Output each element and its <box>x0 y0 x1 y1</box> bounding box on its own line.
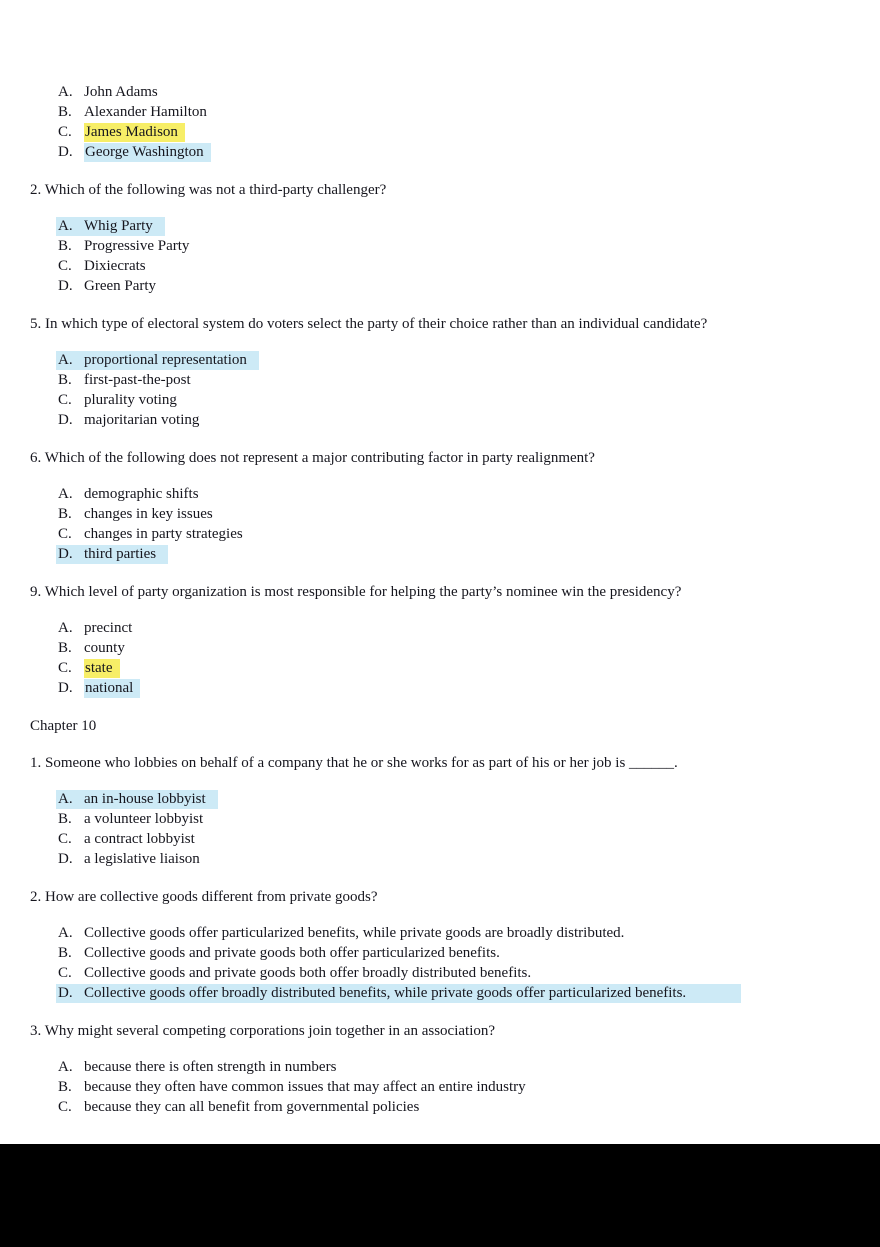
option-letter: A. <box>58 218 73 234</box>
quiz-content <box>30 82 860 1135</box>
option-text: plurality voting <box>84 392 177 408</box>
option-text: national <box>85 680 134 696</box>
answer-option <box>58 484 860 504</box>
options-list <box>30 1057 860 1117</box>
option-text: third parties <box>84 546 157 562</box>
option-letter: D. <box>58 412 73 428</box>
option-text: changes in key issues <box>84 506 213 522</box>
answer-option <box>58 122 860 142</box>
options-list <box>30 618 860 698</box>
option-text: because they can all benefit from governmental policies <box>84 1099 420 1115</box>
option-letter: D. <box>58 680 73 696</box>
option-letter: A. <box>58 925 73 941</box>
option-text: an in-house lobbyist <box>84 791 206 807</box>
answer-option <box>58 256 860 276</box>
answer-option <box>58 350 860 370</box>
option-text: because there is often strength in numbers <box>84 1059 337 1075</box>
option-text: Whig Party <box>84 218 153 234</box>
question-text: 3. Why might several competing corporations join together in an association? <box>30 1023 496 1039</box>
answer-option <box>58 410 860 430</box>
answer-option <box>58 658 860 678</box>
option-letter: C. <box>58 1099 72 1115</box>
option-letter: B. <box>58 1079 72 1095</box>
option-letter: C. <box>58 660 72 676</box>
chapter-heading: Chapter 10 <box>30 718 97 734</box>
option-letter: B. <box>58 945 72 961</box>
option-text: Collective goods and private goods both offer broadly distributed benefits. <box>84 965 532 981</box>
answer-option <box>58 82 860 102</box>
option-letter: B. <box>58 640 72 656</box>
answer-highlight-blue <box>84 143 211 162</box>
answer-option <box>58 504 860 524</box>
question-text: 9. Which level of party organization is most responsible for helping the party’s nominee win the presidency? <box>30 584 682 600</box>
option-text: Green Party <box>84 278 157 294</box>
option-text: county <box>84 640 125 656</box>
option-text: John Adams <box>84 84 158 100</box>
option-letter: D. <box>58 144 73 160</box>
answer-option <box>58 963 860 983</box>
option-text: state <box>85 660 113 676</box>
answer-highlight-blue <box>56 984 741 1003</box>
answer-highlight-blue <box>56 351 259 370</box>
answer-highlight-yellow <box>84 123 185 142</box>
option-letter: D. <box>58 278 73 294</box>
answer-highlight-blue <box>56 545 168 564</box>
question-text: 5. In which type of electoral system do voters select the party of their choice rather than an individual candidate? <box>30 316 708 332</box>
option-letter: C. <box>58 392 72 408</box>
option-letter: A. <box>58 620 73 636</box>
option-letter: A. <box>58 1059 73 1075</box>
option-text: majoritarian voting <box>84 412 200 428</box>
answer-highlight-yellow <box>84 659 120 678</box>
answer-option <box>58 524 860 544</box>
option-letter: A. <box>58 352 73 368</box>
answer-option <box>58 1057 860 1077</box>
options-list <box>30 923 860 1003</box>
option-text: a contract lobbyist <box>84 831 195 847</box>
answer-option <box>58 789 860 809</box>
answer-highlight-blue <box>56 217 165 236</box>
option-text: James Madison <box>85 124 178 140</box>
option-text: Collective goods offer broadly distributed benefits, while private goods offer particularized benefits. <box>84 985 687 1001</box>
question-text: 1. Someone who lobbies on behalf of a company that he or she works for as part of his or her job is ______. <box>30 755 678 771</box>
answer-option <box>58 1077 860 1097</box>
option-letter: B. <box>58 506 72 522</box>
option-letter: D. <box>58 546 73 562</box>
options-list <box>30 789 860 869</box>
option-text: Progressive Party <box>84 238 190 254</box>
option-text: Collective goods and private goods both offer particularized benefits. <box>84 945 500 961</box>
answer-option <box>58 216 860 236</box>
answer-option <box>58 1097 860 1117</box>
answer-option <box>58 983 860 1003</box>
option-text: Dixiecrats <box>84 258 146 274</box>
option-letter: C. <box>58 258 72 274</box>
option-letter: C. <box>58 526 72 542</box>
question-text: 6. Which of the following does not represent a major contributing factor in party realignment? <box>30 450 595 466</box>
answer-option <box>58 943 860 963</box>
answer-option <box>58 809 860 829</box>
option-text: demographic shifts <box>84 486 199 502</box>
option-letter: A. <box>58 486 73 502</box>
question-text: 2. How are collective goods different from private goods? <box>30 889 378 905</box>
option-letter: C. <box>58 831 72 847</box>
option-letter: D. <box>58 985 73 1001</box>
option-text: first-past-the-post <box>84 372 191 388</box>
option-text: Alexander Hamilton <box>84 104 207 120</box>
option-text: precinct <box>84 620 133 636</box>
answer-option <box>58 923 860 943</box>
answer-option <box>58 276 860 296</box>
option-letter: C. <box>58 124 72 140</box>
bottom-black-bar <box>0 1144 880 1247</box>
option-text: a volunteer lobbyist <box>84 811 204 827</box>
option-letter: C. <box>58 965 72 981</box>
option-text: changes in party strategies <box>84 526 243 542</box>
option-text: a legislative liaison <box>84 851 200 867</box>
answer-option <box>58 638 860 658</box>
option-letter: A. <box>58 84 73 100</box>
option-text: because they often have common issues that may affect an entire industry <box>84 1079 526 1095</box>
answer-option <box>58 849 860 869</box>
option-letter: B. <box>58 238 72 254</box>
answer-option <box>58 370 860 390</box>
options-list <box>30 350 860 430</box>
option-text: proportional representation <box>84 352 247 368</box>
question-text: 2. Which of the following was not a third-party challenger? <box>30 182 387 198</box>
answer-option <box>58 829 860 849</box>
option-text: Collective goods offer particularized benefits, while private goods are broadly distributed. <box>84 925 625 941</box>
option-letter: B. <box>58 811 72 827</box>
option-letter: A. <box>58 791 73 807</box>
options-list <box>30 82 860 162</box>
answer-highlight-blue <box>84 679 140 698</box>
option-letter: B. <box>58 372 72 388</box>
answer-option <box>58 102 860 122</box>
answer-highlight-blue <box>56 790 218 809</box>
answer-option <box>58 618 860 638</box>
option-text: George Washington <box>85 144 204 160</box>
answer-option <box>58 236 860 256</box>
option-letter: D. <box>58 851 73 867</box>
options-list <box>30 484 860 564</box>
answer-option <box>58 678 860 698</box>
option-letter: B. <box>58 104 72 120</box>
options-list <box>30 216 860 296</box>
answer-option <box>58 390 860 410</box>
answer-option <box>58 544 860 564</box>
answer-option <box>58 142 860 162</box>
